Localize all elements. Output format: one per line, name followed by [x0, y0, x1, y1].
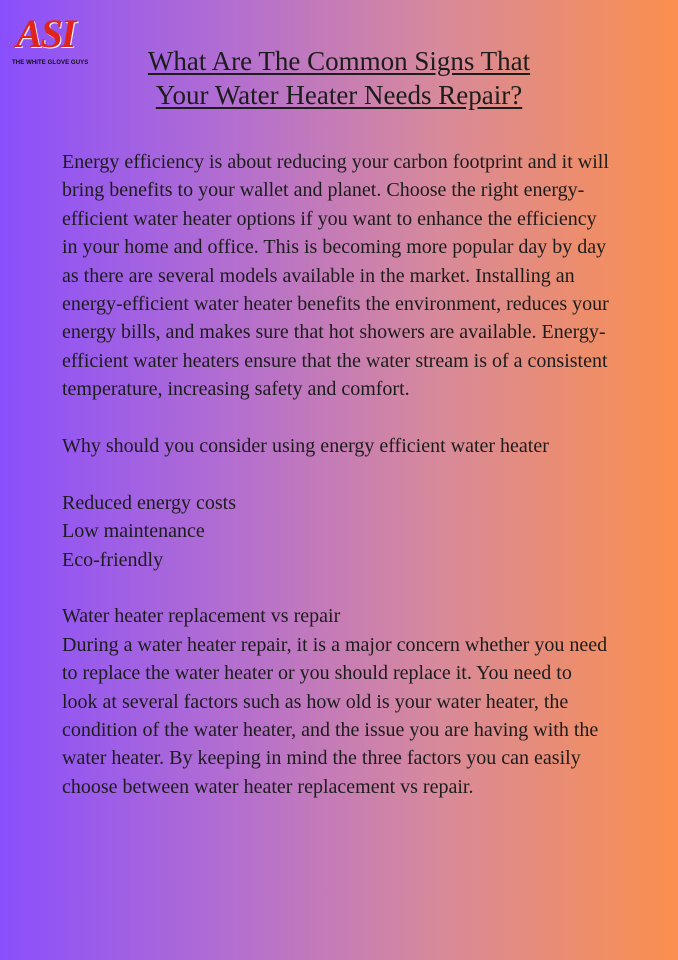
company-logo: [12, 11, 92, 74]
page-title-line-1: What Are The Common Signs That: [147, 46, 531, 76]
page-title: [100, 44, 578, 112]
article-body: [62, 148, 610, 801]
benefit-item: Low maintenance: [62, 520, 205, 543]
logo-tagline: THE WHITE GLOVE GUYS: [12, 60, 89, 66]
intro-paragraph: Energy efficiency is about reducing your carbon footprint and it will bring benefits to your wallet and planet. Choose the right energy-efficient water heater options if you want to enhance the efficiency in your home and office. This is becoming more popular day by day as there are several models available in the market. Installing an energy-efficient water heater benefits the environment, reduces your energy bills, and makes sure that hot showers are available. Energy-efficient water heaters ensure that the water stream is of a consistent temperature, increasing safety and comfort.: [62, 151, 609, 401]
why-heading: Why should you consider using energy efficient water heater: [62, 435, 549, 458]
benefit-item: Reduced energy costs: [62, 491, 237, 514]
spacer: [62, 460, 610, 488]
replacement-heading: Water heater replacement vs repair: [62, 605, 341, 628]
logo-mark: ASI: [16, 11, 75, 56]
spacer: [62, 574, 610, 602]
page-title-line-2: Your Water Heater Needs Repair?: [155, 80, 523, 110]
benefit-item: Eco-friendly: [62, 548, 164, 571]
replacement-paragraph: During a water heater repair, it is a major concern whether you need to replace the water heater or you should replace it. You need to look at several factors such as how old is your water heater, the condition of the water heater, and the issue you are having with the water heater. By keeping in mind the three factors you can easily choose between water heater replacement vs repair.: [62, 633, 608, 798]
spacer: [62, 404, 610, 432]
